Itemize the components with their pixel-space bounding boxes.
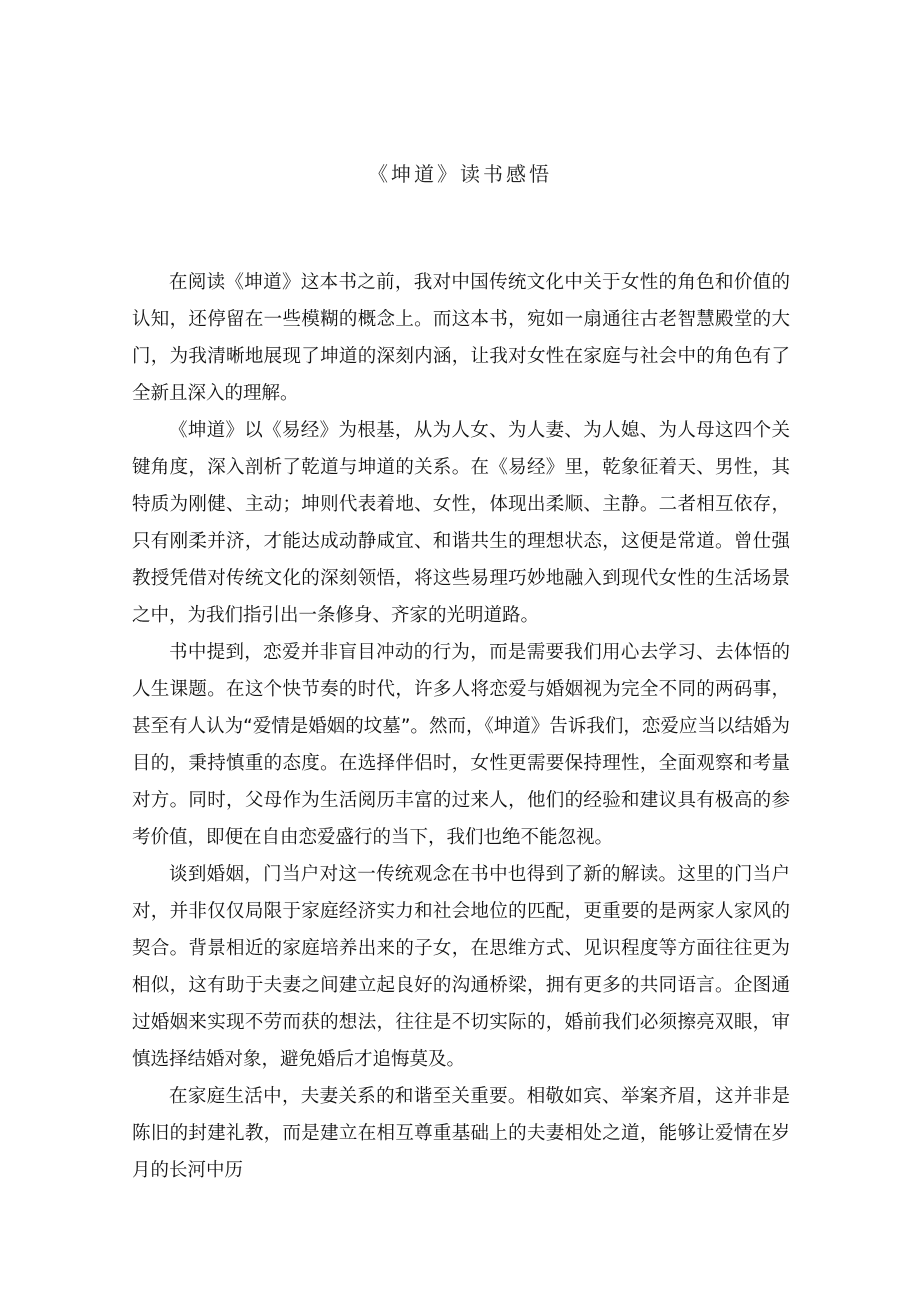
- paragraph-2: 《坤道》以《易经》为根基，从为人女、为人妻、为人媳、为人母这四个关键角度，深入剖析了乾道与坤道的关系。在《易经》里，乾象征着天、男性，其特质为刚健、主动；坤则代表着地、女性，体现出柔顺、主静。二者相互依存，只有刚柔并济，才能达成动静咸宜、和谐共生的理想状态，这便是常道。曾仕强教授凭借对传统文化的深刻领悟，将这些易理巧妙地融入到现代女性的生活场景之中，为我们指引出一条修身、齐家的光明道路。: [132, 420, 790, 626]
- paragraph-1: 在阅读《坤道》这本书之前，我对中国传统文化中关于女性的角色和价值的认知，还停留在一些模糊的概念上。而这本书，宛如一扇通往古老智慧殿堂的大门，为我清晰地展现了坤道的深刻内涵，让我对女性在家庭与社会中的角色有了全新且深入的理解。: [132, 272, 790, 404]
- paragraph-4: 谈到婚姻，门当户对这一传统观念在书中也得到了新的解读。这里的门当户对，并非仅仅局限于家庭经济实力和社会地位的匹配，更重要的是两家人家风的契合。背景相近的家庭培养出来的子女，在思维方式、见识程度等方面往往更为相似，这有助于夫妻之间建立起良好的沟通桥梁，拥有更多的共同语言。企图通过婚姻来实现不劳而获的想法，往往是不切实际的，婚前我们必须擦亮双眼，审慎选择结婚对象，避免婚后才追悔莫及。: [132, 864, 790, 1070]
- paragraph-5: 在家庭生活中，夫妻关系的和谐至关重要。相敬如宾、举案齐眉，这并非是陈旧的封建礼教，而是建立在相互尊重基础上的夫妻相处之道，能够让爱情在岁月的长河中历: [132, 1086, 790, 1181]
- document-title: 《坤道》读书感悟: [368, 162, 552, 186]
- paragraph-3: 书中提到，恋爱并非盲目冲动的行为，而是需要我们用心去学习、去体悟的人生课题。在这个快节奏的时代，许多人将恋爱与婚姻视为完全不同的两码事，甚至有人认为“爱情是婚姻的坟墓”。然而，《坤道》告诉我们，恋爱应当以结婚为目的，秉持慎重的态度。在选择伴侣时，女性更需要保持理性，全面观察和考量对方。同时，父母作为生活阅历丰富的过来人，他们的经验和建议具有极高的参考价值，即便在自由恋爱盛行的当下，我们也绝不能忽视。: [132, 642, 790, 848]
- document-body: [132, 264, 790, 1189]
